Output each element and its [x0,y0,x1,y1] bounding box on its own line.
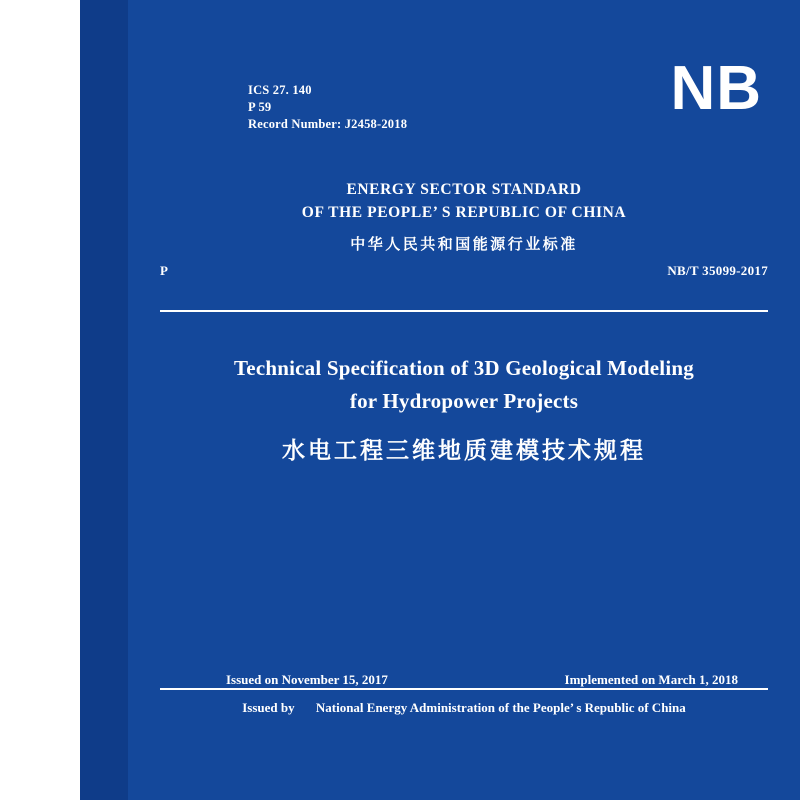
issuer-row [128,700,800,716]
divider-bottom [160,688,768,690]
sector-standard-heading [128,178,800,254]
standard-number: NB/T 35099-2017 [667,263,768,278]
issuer-organization: National Energy Administration of the People’ s Republic of China [315,700,686,715]
sector-heading-line2: OF THE PEOPLE’ S REPUBLIC OF CHINA [301,204,627,221]
title-chinese: 水电工程三维地质建模技术规程 [282,438,646,464]
sector-heading-chinese: 中华人民共和国能源行业标准 [350,235,578,253]
title-english-line1: Technical Specification of 3D Geological Modeling [234,356,694,380]
nb-logo: NB [670,54,762,123]
ics-code: ICS 27. 140 [248,83,312,97]
cover-spine-strip [80,0,128,800]
sector-heading-line1: ENERGY SECTOR STANDARD [346,181,582,198]
standard-cover-page [80,0,800,800]
implementation-date: Implemented on March 1, 2018 [564,672,738,687]
cover-content [128,0,800,800]
record-number: Record Number: J2458-2018 [248,117,408,131]
title-block [128,352,800,465]
issuer-label: Issued by [242,700,295,715]
title-english-line2: for Hydropower Projects [349,389,579,413]
divider-top [160,310,768,312]
classification-code: P 59 [248,100,272,114]
class-code: P [160,263,168,278]
standard-number-row [128,263,800,283]
identification-block [248,82,407,133]
issue-date: Issued on November 15, 2017 [226,672,388,687]
